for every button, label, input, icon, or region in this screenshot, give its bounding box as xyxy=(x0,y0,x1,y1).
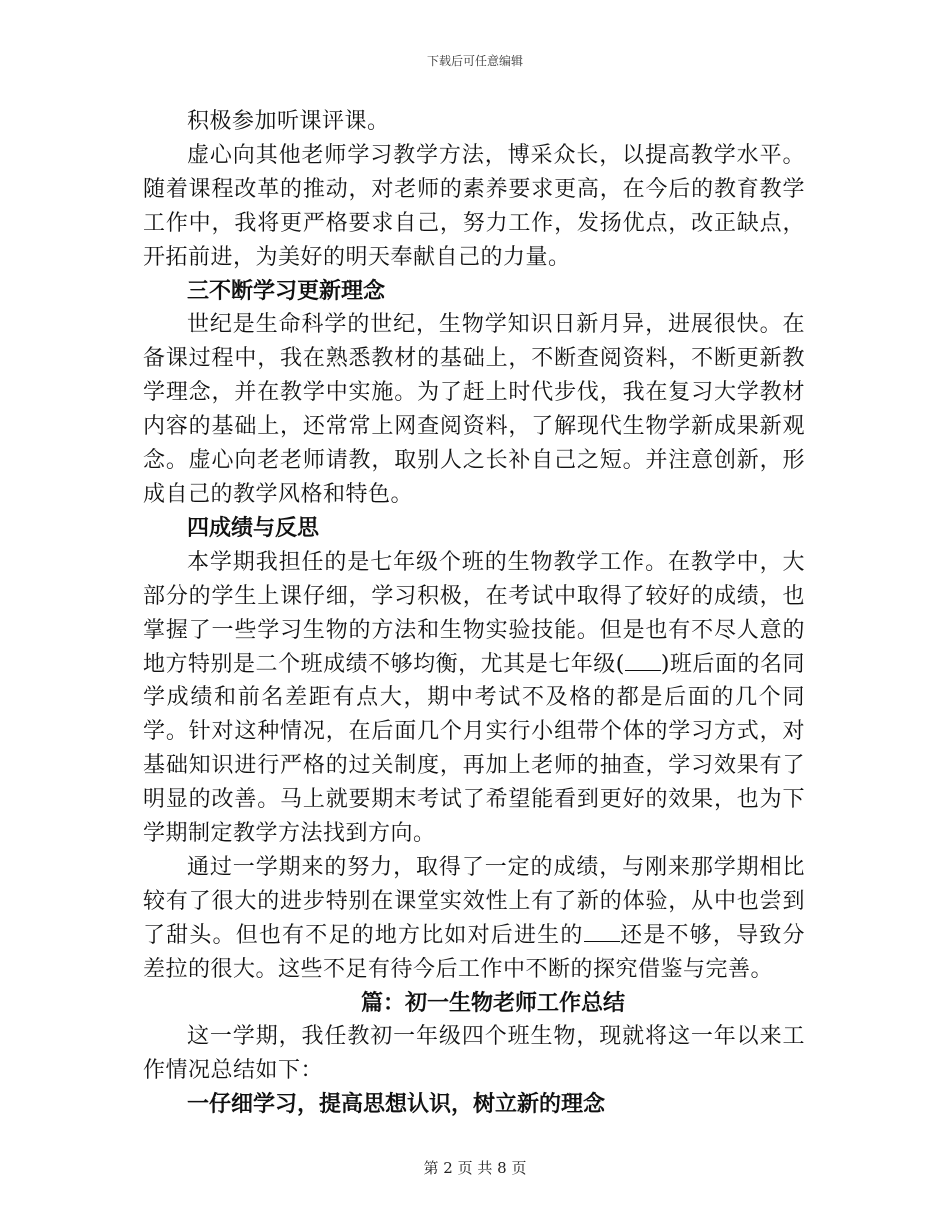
heading-4: 四成绩与反思 xyxy=(187,515,320,541)
paragraph-1: 积极参加听课评课。 xyxy=(187,109,390,134)
heading-3: 三不断学习更新理念 xyxy=(187,278,386,304)
paragraph-3: 世纪是生命科学的世纪，生物学知识日新月异，进展很快。在备课过程中，我在熟悉教材的基础上，不断查阅资料，不断更新教学理念，并在教学中实施。为了赶上时代步伐，我在复习大学教材内容的基础上，还常常上网查阅资料，了解现代生物学新成果新观念。虚心向老老师请教，取别人之长补自己之短。并注意创新，形成自己的教学风格和特色。 xyxy=(143,312,805,507)
page-number: 第 2 页 共 8 页 xyxy=(423,1159,527,1177)
fill-blank xyxy=(625,670,661,671)
paragraph-5-part-b: 还是不够，导致分差拉的很大。这些不足有待今后工作中不断的探究借鉴与完善。 xyxy=(143,922,805,982)
heading-last: 一仔细学习，提高思想认识，树立新的理念 xyxy=(187,1092,606,1118)
fill-blank xyxy=(584,941,620,942)
paragraph-5 xyxy=(143,851,805,987)
paragraph-4-part-a: 本学期我担任的是七年级个班的生物教学工作。在教学中，大部分的学生上课仔细，学习积极，在考试中取得了较好的成绩，也掌握了一些学习生物的方法和生物实验技能。但是也有不尽人意的地方特别是二个班成绩不够均衡，尤其是七年级( xyxy=(143,549,805,677)
paragraph-4 xyxy=(143,546,805,851)
paragraph-5-part-a: 通过一学期来的努力，取得了一定的成绩，与刚来那学期相比较有了很大的进步特别在课堂实效性上有了新的体验，从中也尝到了甜头。但也有不足的地方比如对后进生的 xyxy=(143,854,805,948)
section-title: 篇：初一生物老师工作总结 xyxy=(360,990,625,1016)
paragraph-2: 虚心向其他老师学习教学方法，博采众长，以提高教学水平。随着课程改革的推动，对老师的素养要求更高，在今后的教育教学工作中，我将更严格要求自己，努力工作，发扬优点，改正缺点，开拓前进，为美好的明天奉献自己的力量。 xyxy=(143,142,805,270)
paragraph-6: 这一学期，我任教初一年级四个班生物，现就将这一年以来工作情况总结如下： xyxy=(143,1024,805,1084)
page-header-note: 下载后可任意编辑 xyxy=(426,54,523,68)
document-body xyxy=(143,105,805,1122)
paragraph-4-part-b: )班后面的名同学成绩和前名差距有点大，期中考试不及格的都是后面的几个同学。针对这种情况，在后面几个月实行小组带个体的学习方式，对基础知识进行严格的过关制度，再加上老师的抽查，学习效果有了明显的改善。马上就要期末考试了希望能看到更好的效果，也为下学期制定教学方法找到方向。 xyxy=(143,651,805,847)
